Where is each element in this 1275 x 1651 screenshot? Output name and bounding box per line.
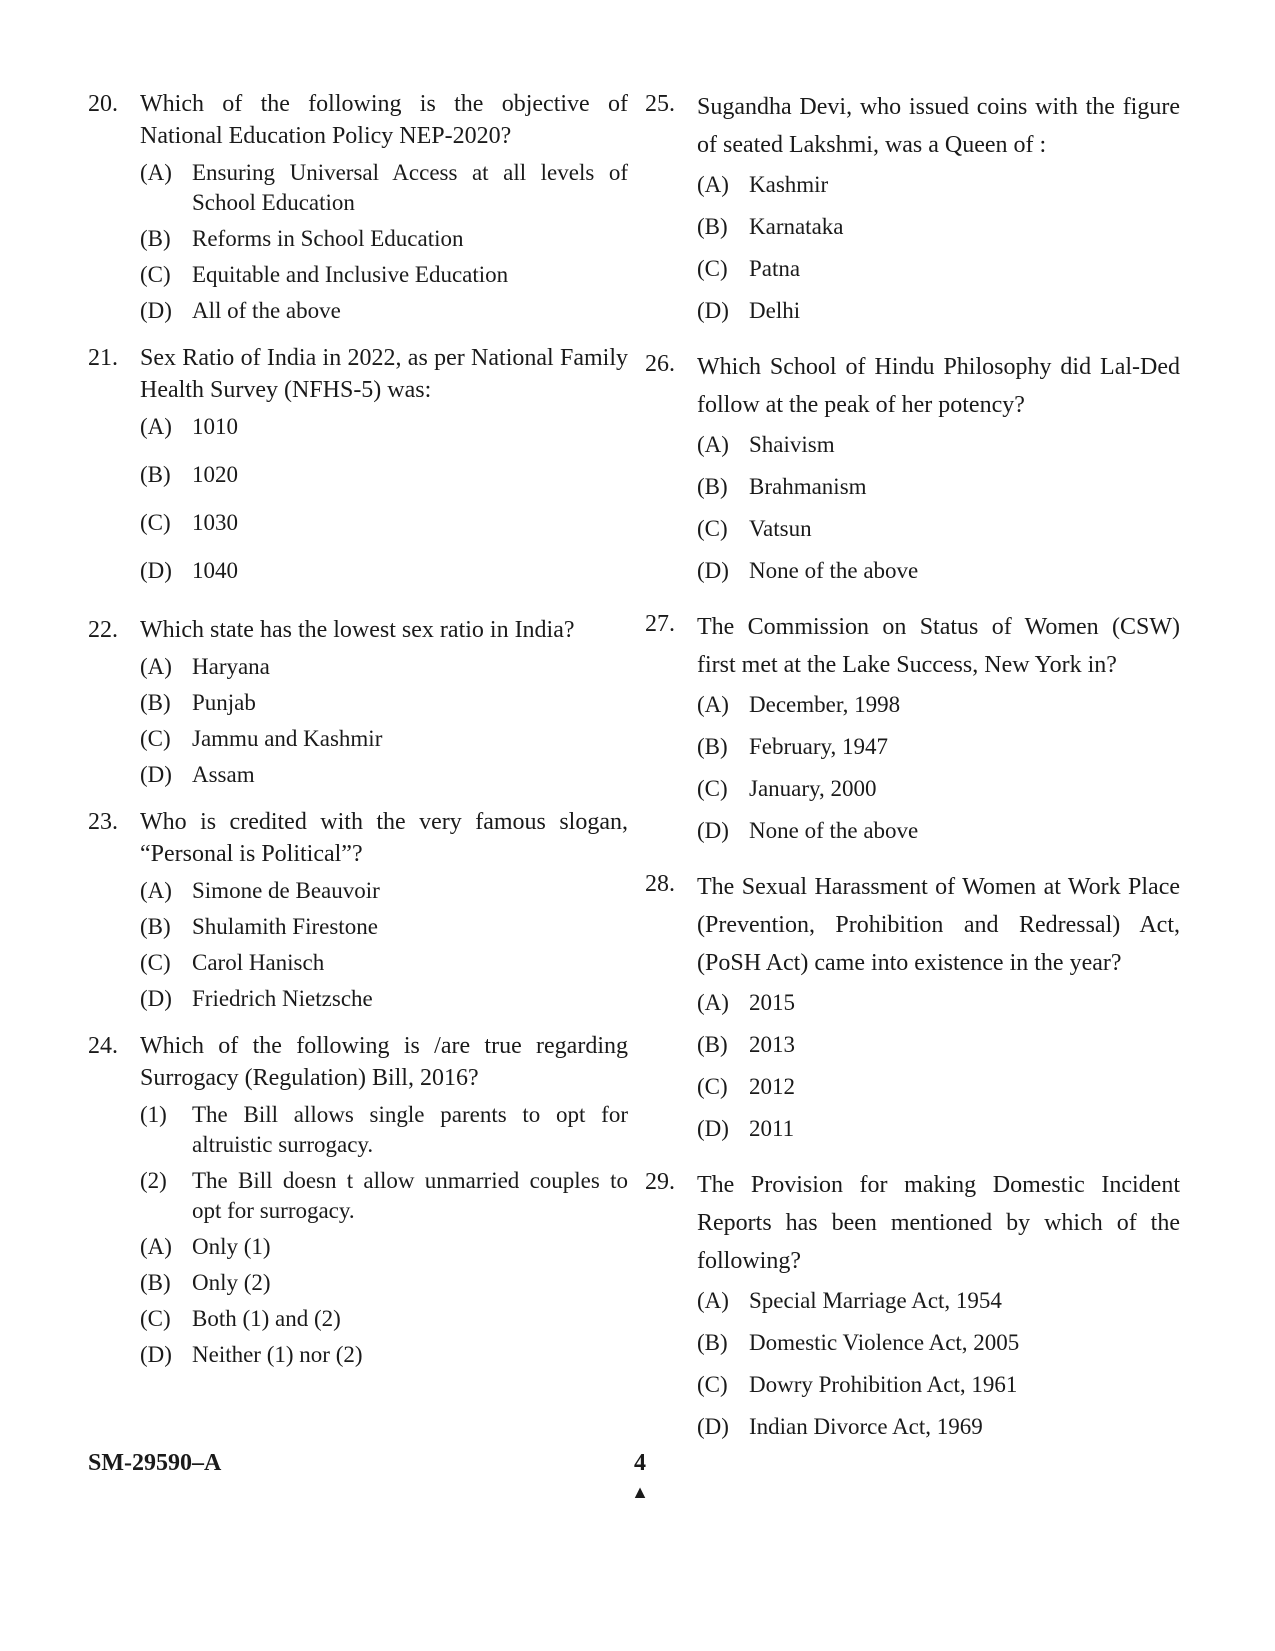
option-text: 1030 [192, 510, 238, 535]
question-body [140, 88, 628, 332]
question-21 [88, 342, 628, 604]
option-text: Shaivism [749, 432, 835, 457]
option-text: February, 1947 [749, 734, 889, 759]
option-item [697, 472, 1180, 502]
option-label: (C) [697, 1372, 728, 1397]
option-label: (D) [697, 558, 729, 583]
question-23 [88, 806, 628, 1020]
option-label: (A) [140, 878, 172, 903]
option-item [140, 760, 628, 790]
option-item [140, 460, 628, 490]
option-item [140, 158, 628, 218]
question-26 [645, 348, 1180, 598]
option-text: December, 1998 [749, 692, 901, 717]
option-label: (D) [140, 298, 172, 323]
option-text: None of the above [749, 558, 919, 583]
option-label: (D) [140, 558, 172, 583]
option-item [697, 690, 1180, 720]
option-label: (D) [697, 1116, 729, 1141]
option-item [140, 1268, 628, 1298]
option-text: None of the above [749, 818, 919, 843]
option-item [697, 1412, 1180, 1442]
option-label: (B) [697, 1032, 728, 1057]
option-item [140, 1166, 628, 1226]
option-text: Vatsun [749, 516, 812, 541]
option-text: All of the above [192, 298, 341, 323]
option-list [140, 876, 628, 1014]
option-item [140, 1304, 628, 1334]
option-list [140, 412, 628, 586]
option-label: (D) [140, 986, 172, 1011]
option-label: (C) [697, 256, 728, 281]
question-text: Who is credited with the very famous slogan, “Personal is Political”? [140, 809, 628, 867]
question-number: 22. [88, 617, 118, 643]
option-label: (B) [697, 1330, 728, 1355]
option-label: (A) [140, 160, 172, 185]
question-number: 29. [645, 1169, 675, 1195]
option-text: Domestic Violence Act, 2005 [749, 1330, 1020, 1355]
option-item [697, 212, 1180, 242]
question-number: 20. [88, 91, 118, 117]
option-item [140, 1232, 628, 1262]
option-text: Special Marriage Act, 1954 [749, 1288, 1002, 1313]
option-item [140, 1100, 628, 1160]
option-list [697, 170, 1180, 326]
question-text: Sex Ratio of India in 2022, as per National Family Health Survey (NFHS-5) was: [140, 345, 628, 403]
option-item [140, 224, 628, 254]
question-number: 28. [645, 871, 675, 897]
question-number: 23. [88, 809, 118, 835]
option-item [697, 732, 1180, 762]
option-item [140, 1340, 628, 1370]
option-text: Equitable and Inclusive Education [192, 262, 509, 287]
question-text: Which of the following is /are true regarding Surrogacy (Regulation) Bill, 2016? [140, 1033, 628, 1091]
question-body [140, 806, 628, 1020]
option-label: (C) [140, 262, 171, 287]
option-label: (B) [140, 690, 171, 715]
option-text: January, 2000 [749, 776, 877, 801]
option-item [697, 774, 1180, 804]
option-list [697, 1286, 1180, 1442]
option-text: 1020 [192, 462, 238, 487]
option-text: Ensuring Universal Access at all levels of School Education [192, 160, 628, 215]
option-item [697, 1328, 1180, 1358]
option-label: (B) [140, 1270, 171, 1295]
option-label: (A) [697, 432, 729, 457]
option-text: Haryana [192, 654, 270, 679]
option-text: 2013 [749, 1032, 795, 1057]
option-item [140, 296, 628, 326]
option-text: Only (2) [192, 1270, 271, 1295]
option-item [140, 688, 628, 718]
option-label: (A) [140, 414, 172, 439]
question-body [140, 1030, 628, 1376]
option-text: Shulamith Firestone [192, 914, 378, 939]
option-list [140, 652, 628, 790]
option-label: (D) [697, 1414, 729, 1439]
question-20 [88, 88, 628, 332]
option-label: (D) [140, 762, 172, 787]
option-text: Patna [749, 256, 801, 281]
option-item [140, 652, 628, 682]
option-label: (C) [140, 950, 171, 975]
option-item [697, 556, 1180, 586]
option-text: Dowry Prohibition Act, 1961 [749, 1372, 1018, 1397]
option-text: Punjab [192, 690, 256, 715]
option-label: (B) [140, 462, 171, 487]
option-label: (A) [697, 1288, 729, 1313]
question-text: The Provision for making Domestic Incident Reports has been mentioned by which of the following? [697, 1172, 1180, 1274]
option-text: Delhi [749, 298, 801, 323]
option-text: The Bill allows single parents to opt for altruistic surrogacy. [192, 1102, 628, 1157]
option-text: Carol Hanisch [192, 950, 325, 975]
option-label: (D) [140, 1342, 172, 1367]
option-text: 2011 [749, 1116, 795, 1141]
option-text: Friedrich Nietzsche [192, 986, 373, 1011]
option-text: Brahmanism [749, 474, 867, 499]
option-item [697, 514, 1180, 544]
option-item [140, 724, 628, 754]
option-item [697, 1370, 1180, 1400]
question-number: 21. [88, 345, 118, 371]
option-label: (2) [140, 1168, 167, 1193]
option-label: (A) [140, 654, 172, 679]
option-text: Jammu and Kashmir [192, 726, 383, 751]
option-list [697, 690, 1180, 846]
option-label: (C) [140, 726, 171, 751]
up-arrow-icon: ▲ [631, 1482, 649, 1502]
question-27 [645, 608, 1180, 858]
option-text: 1040 [192, 558, 238, 583]
option-text: Karnataka [749, 214, 844, 239]
option-list [697, 430, 1180, 586]
option-label: (B) [140, 226, 171, 251]
option-item [697, 1072, 1180, 1102]
option-item [697, 430, 1180, 460]
option-item [140, 984, 628, 1014]
option-item [140, 260, 628, 290]
question-text: Which state has the lowest sex ratio in India? [140, 617, 575, 643]
question-28 [645, 868, 1180, 1156]
option-item [697, 988, 1180, 1018]
question-25 [645, 88, 1180, 338]
option-item [697, 1286, 1180, 1316]
option-item [140, 912, 628, 942]
option-item [697, 1114, 1180, 1144]
question-number: 26. [645, 351, 675, 377]
option-text: Simone de Beauvoir [192, 878, 380, 903]
option-label: (C) [140, 510, 171, 535]
option-text: Indian Divorce Act, 1969 [749, 1414, 983, 1439]
option-list [140, 1100, 628, 1370]
option-item [140, 876, 628, 906]
option-item [697, 816, 1180, 846]
option-label: (C) [697, 1074, 728, 1099]
option-text: Only (1) [192, 1234, 271, 1259]
option-label: (B) [697, 474, 728, 499]
option-label: (A) [697, 692, 729, 717]
option-label: (A) [697, 990, 729, 1015]
option-text: Both (1) and (2) [192, 1306, 341, 1331]
option-text: 1010 [192, 414, 238, 439]
question-body [697, 88, 1180, 338]
question-number: 24. [88, 1033, 118, 1059]
page-number: 4 [634, 1450, 646, 1476]
option-label: (1) [140, 1102, 167, 1127]
question-body [140, 342, 628, 604]
question-text: The Sexual Harassment of Women at Work Place (Prevention, Prohibition and Redressal) Act, (PoSH Act) came into existence in the year? [697, 874, 1180, 976]
right-column [645, 88, 1180, 1464]
question-body [697, 1166, 1180, 1454]
option-label: (A) [697, 172, 729, 197]
question-24 [88, 1030, 628, 1376]
option-text: Kashmir [749, 172, 829, 197]
question-22 [88, 614, 628, 796]
option-text: Assam [192, 762, 255, 787]
option-label: (D) [697, 298, 729, 323]
option-item [140, 508, 628, 538]
option-text: The Bill doesn t allow unmarried couples to opt for surrogacy. [192, 1168, 628, 1223]
option-item [140, 412, 628, 442]
question-text: Which School of Hindu Philosophy did Lal-Ded follow at the peak of her potency? [697, 354, 1180, 418]
option-text: Reforms in School Education [192, 226, 464, 251]
question-text: Sugandha Devi, who issued coins with the figure of seated Lakshmi, was a Queen of : [697, 94, 1180, 158]
question-text: The Commission on Status of Women (CSW) first met at the Lake Success, New York in? [697, 614, 1180, 678]
option-item [697, 254, 1180, 284]
option-list [697, 988, 1180, 1144]
option-list [140, 158, 628, 326]
option-label: (C) [140, 1306, 171, 1331]
question-number: 27. [645, 611, 675, 637]
option-text: Neither (1) nor (2) [192, 1342, 363, 1367]
question-body [140, 614, 628, 796]
option-label: (A) [140, 1234, 172, 1259]
question-body [697, 348, 1180, 598]
option-item [697, 296, 1180, 326]
option-text: 2012 [749, 1074, 795, 1099]
option-label: (D) [697, 818, 729, 843]
option-label: (C) [697, 776, 728, 801]
option-label: (C) [697, 516, 728, 541]
option-item [140, 556, 628, 586]
question-body [697, 868, 1180, 1156]
question-29 [645, 1166, 1180, 1454]
option-label: (B) [697, 214, 728, 239]
option-label: (B) [140, 914, 171, 939]
option-text: 2015 [749, 990, 795, 1015]
option-item [697, 170, 1180, 200]
left-column [88, 88, 628, 1386]
question-body [697, 608, 1180, 858]
paper-code: SM-29590–A [88, 1450, 222, 1476]
option-item [697, 1030, 1180, 1060]
option-item [140, 948, 628, 978]
question-number: 25. [645, 91, 675, 117]
question-text: Which of the following is the objective of National Education Policy NEP-2020? [140, 91, 628, 149]
option-label: (B) [697, 734, 728, 759]
